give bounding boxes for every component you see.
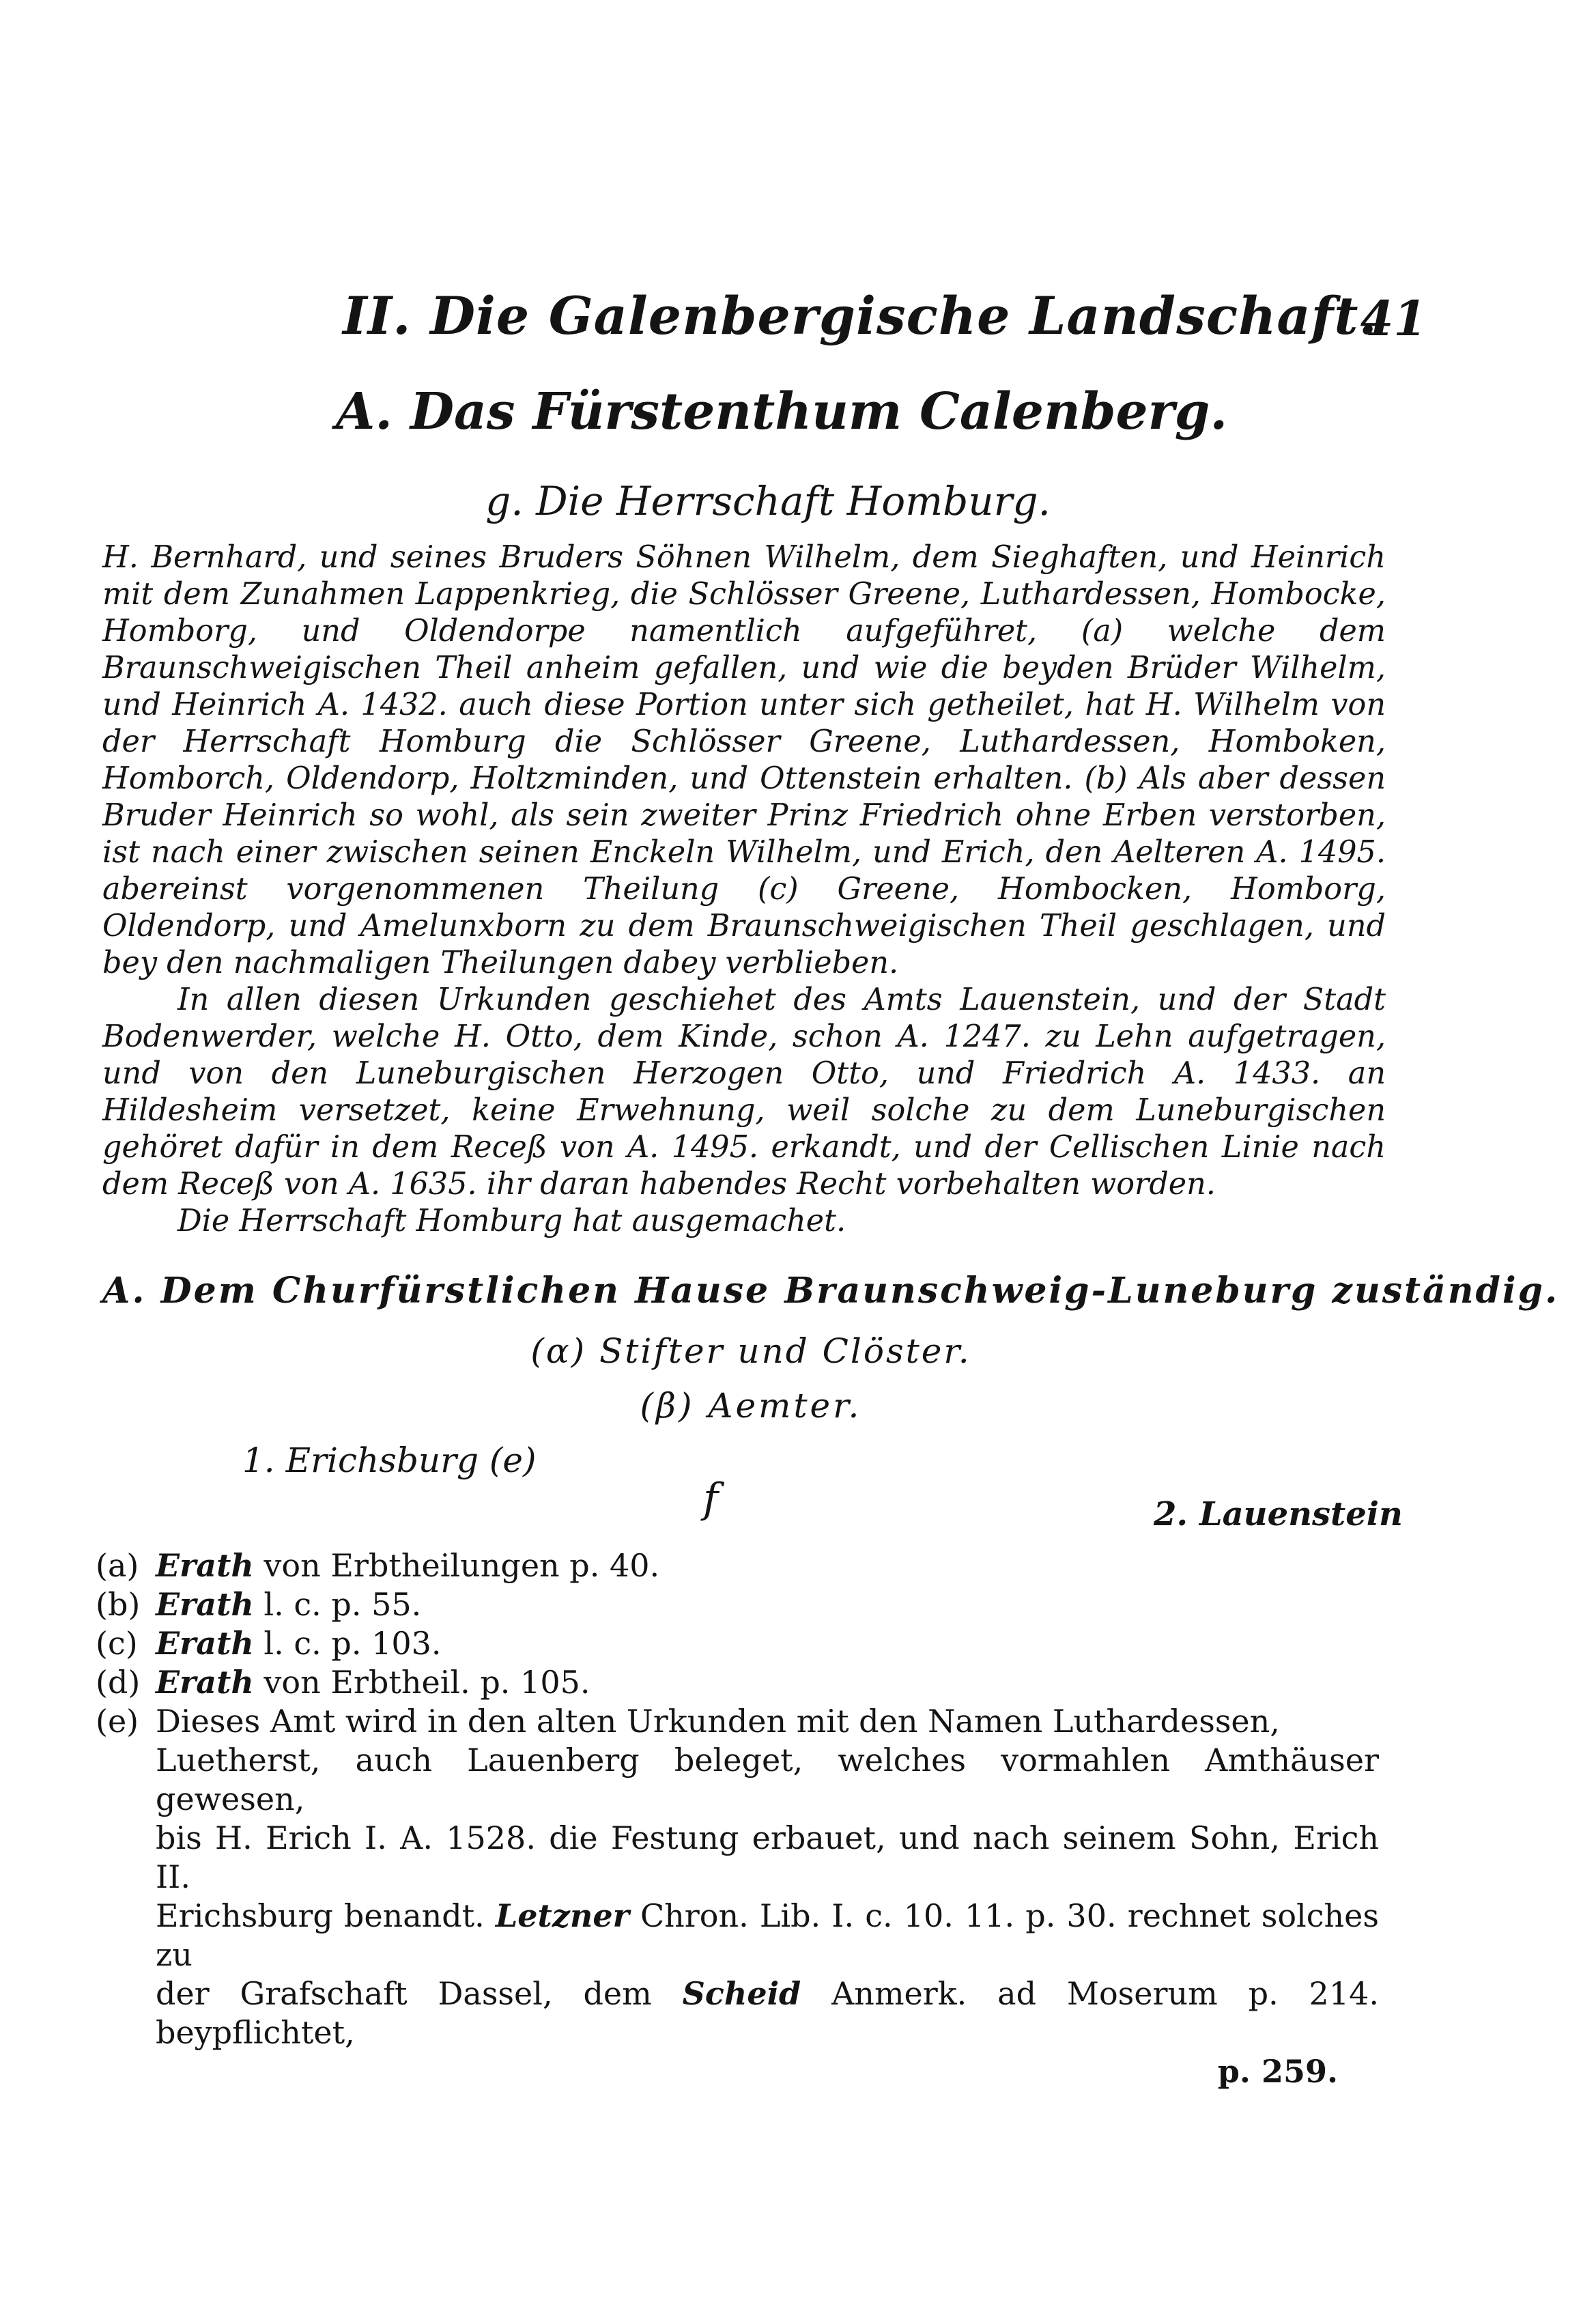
footnote [96, 1663, 1379, 1702]
list-item-erichsburg: 1. Erichsburg (e) [242, 1441, 537, 1480]
footnote-text: von Erbtheilungen p. 40. [253, 1547, 660, 1584]
running-head: II. Die Galenbergische Landschaft. [343, 285, 1378, 346]
footnote-marker: (d) [96, 1664, 141, 1701]
footnote-marker: (c) [96, 1625, 138, 1662]
footnote-text: Dieses Amt wird in den alten Urkunden mit den Namen Luthardessen, [156, 1703, 1280, 1740]
footnote-author: Erath [156, 1664, 254, 1701]
section-title: g. Die Herrschaft Homburg. [485, 478, 1051, 524]
footnote-text: von Erbtheil. p. 105. [253, 1664, 590, 1701]
footnote [96, 1546, 1379, 1585]
footnote-text: l. c. p. 103. [253, 1625, 442, 1662]
catchword: 2. Lauenstein [1154, 1495, 1403, 1533]
chapter-subhead: A. Das Fürstenthum Calenberg. [335, 382, 1228, 441]
body-text [102, 539, 1386, 1240]
body-paragraph: Die Herrschaft Homburg hat ausgemachet. [177, 1204, 846, 1238]
footnote-marker: (e) [96, 1703, 139, 1740]
footnote-continuation [96, 1974, 1379, 2052]
body-paragraph: H. Bernhard, und seines Bruders Söhnen Wilhelm, dem Sieghaften, und Heinrich mit dem Zunahmen Lappenkrieg, die Schlösser Greene, Luthardessen, Hombocke, Homborg, und Oldendorpe namentlich aufgeführet, (a) welche dem Braunschweigischen Theil anheim gefallen, und wie die beyden Brüder Wilhelm, und Heinrich A. 1432. auch diese Portion unter sich getheilet, hat H. Wilhelm von der Herrschaft Homburg die Schlösser Greene, Luthardessen, Homboken, Homborch, Oldendorp, Holtzminden, und Ottenstein erhalten. (b) Als aber dessen Bruder Heinrich so wohl, als sein zweiter Prinz Friedrich ohne Erben verstorben, ist nach einer zwischen seinen Enckeln Wilhelm, und Erich, den Aelteren A. 1495. abereinst vorgenommenen Theilung (c) Greene, Hombocken, Homborg, Oldendorp, und Amelunxborn zu dem Braunschweigischen Theil geschlagen, und bey den nachmaligen Theilungen dabey verblieben. [102, 540, 1386, 980]
footnote-continuation: bis H. Erich I. A. 1528. die Festung erbauet, und nach seinem Sohn, Erich II. [156, 1819, 1379, 1895]
footnote-text: Erichsburg benandt. [156, 1897, 496, 1934]
footnote-author: Erath [156, 1625, 254, 1662]
footnote-author: Letzner [495, 1897, 629, 1934]
footnote [96, 1585, 1379, 1624]
signature-mark: f [703, 1475, 719, 1522]
footnote-continuation: Luetherst, auch Lauenberg beleget, welches vormahlen Amthäuser gewesen, [156, 1742, 1379, 1817]
footnote-author: Scheid [682, 1975, 801, 2012]
footnotes [96, 1546, 1379, 2091]
footnote-continuation: p. 259. [1217, 2053, 1338, 2090]
footnote-e [96, 1702, 1379, 1741]
footnote-author: Erath [156, 1547, 254, 1584]
body-paragraph: In allen diesen Urkunden geschiehet des Amts Lauenstein, und der Stadt Bodenwerder, welche H. Otto, dem Kinde, schon A. 1247. zu Lehn aufgetragen, und von den Luneburgischen Herzogen Otto, und Friedrich A. 1433. an Hildesheim versetzet, keine Erwehnung, weil solche zu dem Luneburgischen gehöret dafür in dem Receß von A. 1495. erkandt, und der Cellischen Linie nach dem Receß von A. 1635. ihr daran habendes Recht vorbehalten worden. [102, 982, 1386, 1202]
footnote-marker: (a) [96, 1547, 139, 1584]
footnote-continuation [96, 1897, 1379, 1974]
heading-churfuerstlich: A. Dem Churfürstlichen Hause Braunschweig-Luneburg zuständig. [102, 1270, 1560, 1312]
footnote-author: Erath [156, 1586, 254, 1623]
footnote-text: Chron. Lib. I. c. 10. 11. p. 30. rechnet solches zu [156, 1897, 1379, 1973]
heading-aemter: (β) Aemter. [640, 1386, 862, 1426]
heading-stifter: (α) Stifter und Clöster. [530, 1331, 971, 1371]
footnote [96, 1624, 1379, 1663]
footnote-text: Anmerk. ad Moserum p. 214. beypflichtet, [156, 1975, 1379, 2051]
footnote-text: der Grafschaft Dassel, dem [156, 1975, 683, 2012]
footnote-marker: (b) [96, 1586, 141, 1623]
page-number: 41 [1360, 290, 1427, 347]
footnote-text: l. c. p. 55. [253, 1586, 422, 1623]
